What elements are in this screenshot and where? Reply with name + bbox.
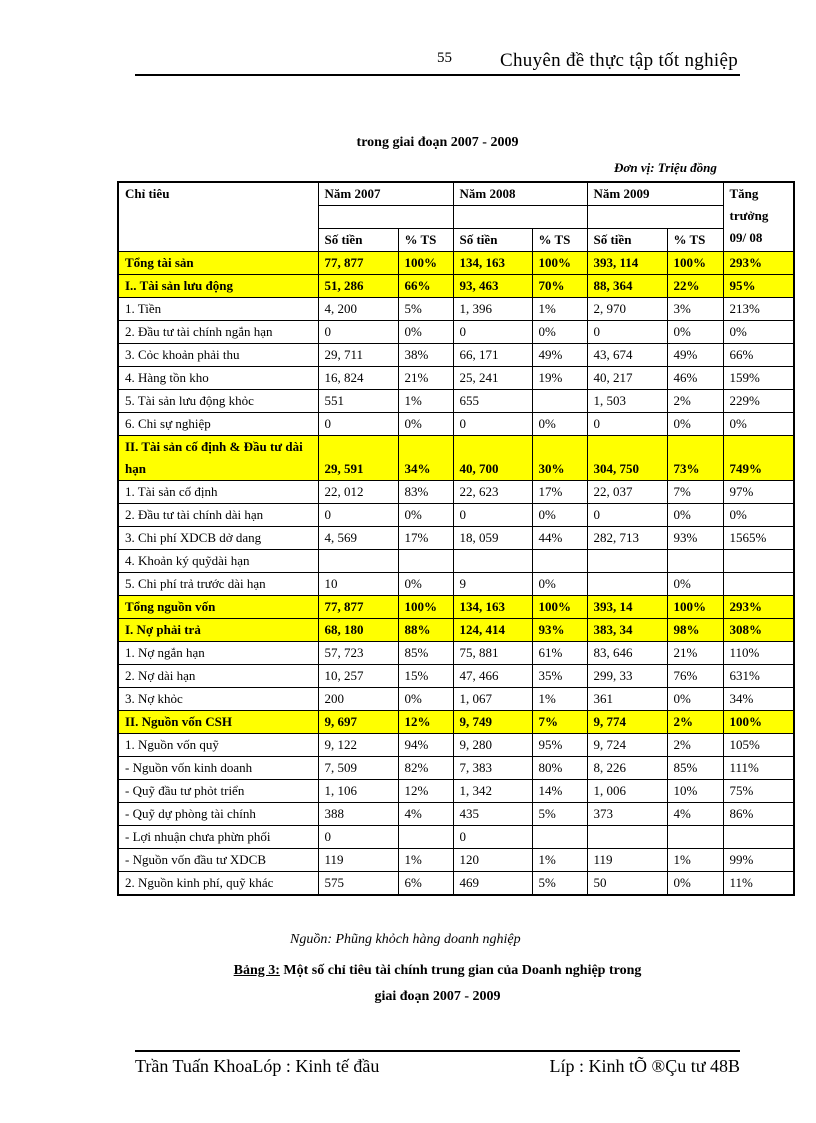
- cell-pct-2009: 0%: [667, 321, 723, 344]
- cell-amount-2008: 18, 059: [453, 527, 532, 550]
- cell-pct-2008: [532, 550, 587, 573]
- cell-amount-2007: 77, 877: [318, 252, 398, 275]
- cell-growth: [723, 573, 794, 596]
- cell-amount-2009: 22, 037: [587, 481, 667, 504]
- cell-pct-2007: 88%: [398, 619, 453, 642]
- cell-pct-2008: 44%: [532, 527, 587, 550]
- cell-pct-2009: 0%: [667, 688, 723, 711]
- table-row: [118, 436, 794, 481]
- header-year-2009: Năm 2009: [587, 182, 723, 206]
- table-row: [118, 550, 794, 573]
- cell-amount-2008: 9, 280: [453, 734, 532, 757]
- cell-amount-2009: 2, 970: [587, 298, 667, 321]
- cell-pct-2009: 73%: [667, 436, 723, 481]
- cell-amount-2007: 0: [318, 413, 398, 436]
- table-row: [118, 872, 794, 896]
- cell-amount-2009: [587, 573, 667, 596]
- cell-amount-2009: 9, 774: [587, 711, 667, 734]
- cell-amount-2008: 0: [453, 826, 532, 849]
- header-amount-2007: Số tiền: [318, 229, 398, 252]
- cell-pct-2008: 80%: [532, 757, 587, 780]
- cell-amount-2007: 10: [318, 573, 398, 596]
- cell-pct-2007: 38%: [398, 344, 453, 367]
- table-row: [118, 367, 794, 390]
- cell-pct-2009: [667, 550, 723, 573]
- caption-text: Một số chỉ tiêu tài chính trung gian của Doanh nghiệp trong: [279, 963, 642, 978]
- cell-growth: 159%: [723, 367, 794, 390]
- cell-pct-2007: 83%: [398, 481, 453, 504]
- cell-indicator: 1. Nguồn vốn quỹ: [118, 734, 318, 757]
- cell-pct-2008: 100%: [532, 252, 587, 275]
- cell-indicator: 4. Hàng tồn kho: [118, 367, 318, 390]
- cell-growth: 75%: [723, 780, 794, 803]
- header-title: Chuyên đề thực tập tốt nghiệp: [500, 50, 738, 71]
- cell-pct-2009: 2%: [667, 711, 723, 734]
- cell-indicator: Tổng tài sản: [118, 252, 318, 275]
- table-row: [118, 390, 794, 413]
- cell-pct-2007: 21%: [398, 367, 453, 390]
- cell-growth: 293%: [723, 596, 794, 619]
- cell-growth: 0%: [723, 504, 794, 527]
- cell-indicator: II. Tài sản cố định & Đầu tư dài hạn: [118, 436, 318, 481]
- cell-amount-2009: 43, 674: [587, 344, 667, 367]
- table-row: [118, 321, 794, 344]
- cell-amount-2009: 8, 226: [587, 757, 667, 780]
- cell-growth: 749%: [723, 436, 794, 481]
- cell-growth: 34%: [723, 688, 794, 711]
- cell-amount-2009: 361: [587, 688, 667, 711]
- cell-amount-2009: 88, 364: [587, 275, 667, 298]
- cell-indicator: - Lợi nhuận chưa phừn phối: [118, 826, 318, 849]
- cell-amount-2007: [318, 550, 398, 573]
- cell-pct-2007: 0%: [398, 413, 453, 436]
- cell-amount-2008: 7, 383: [453, 757, 532, 780]
- header-growth: [723, 182, 794, 252]
- cell-indicator: 5. Chi phí trả trước dài hạn: [118, 573, 318, 596]
- cell-amount-2008: 1, 396: [453, 298, 532, 321]
- cell-amount-2009: 304, 750: [587, 436, 667, 481]
- caption-label: Bảng 3:: [233, 963, 280, 978]
- cell-indicator: 3. Chi phí XDCB dở dang: [118, 527, 318, 550]
- cell-indicator: 1. Tiền: [118, 298, 318, 321]
- cell-pct-2009: [667, 826, 723, 849]
- cell-amount-2007: 200: [318, 688, 398, 711]
- cell-amount-2008: 47, 466: [453, 665, 532, 688]
- cell-amount-2009: 9, 724: [587, 734, 667, 757]
- header-pct-2007: % TS: [398, 229, 453, 252]
- cell-growth: 97%: [723, 481, 794, 504]
- header-amount-2008: Số tiền: [453, 229, 532, 252]
- cell-amount-2009: 1, 006: [587, 780, 667, 803]
- cell-pct-2008: 61%: [532, 642, 587, 665]
- cell-pct-2008: [532, 826, 587, 849]
- cell-pct-2007: 82%: [398, 757, 453, 780]
- cell-pct-2007: 85%: [398, 642, 453, 665]
- cell-pct-2007: 34%: [398, 436, 453, 481]
- cell-pct-2007: 66%: [398, 275, 453, 298]
- cell-growth: 11%: [723, 872, 794, 896]
- cell-pct-2008: 70%: [532, 275, 587, 298]
- cell-indicator: 1. Tài sản cố định: [118, 481, 318, 504]
- cell-pct-2007: 1%: [398, 390, 453, 413]
- cell-pct-2008: 0%: [532, 573, 587, 596]
- cell-pct-2008: 0%: [532, 321, 587, 344]
- table-row: [118, 711, 794, 734]
- cell-pct-2009: 2%: [667, 734, 723, 757]
- cell-pct-2007: 0%: [398, 573, 453, 596]
- cell-pct-2007: 15%: [398, 665, 453, 688]
- cell-pct-2008: 49%: [532, 344, 587, 367]
- page-header: [135, 48, 740, 76]
- cell-amount-2007: 51, 286: [318, 275, 398, 298]
- financial-table: [117, 181, 795, 896]
- cell-amount-2007: 388: [318, 803, 398, 826]
- cell-indicator: 6. Chi sự nghiệp: [118, 413, 318, 436]
- cell-amount-2008: 0: [453, 413, 532, 436]
- table-row: [118, 298, 794, 321]
- cell-amount-2007: 7, 509: [318, 757, 398, 780]
- cell-growth: 0%: [723, 321, 794, 344]
- table-row: [118, 344, 794, 367]
- cell-pct-2007: 12%: [398, 780, 453, 803]
- cell-amount-2008: 1, 342: [453, 780, 532, 803]
- cell-indicator: - Nguồn vốn đầu tư XDCB: [118, 849, 318, 872]
- cell-pct-2008: 30%: [532, 436, 587, 481]
- cell-pct-2007: 1%: [398, 849, 453, 872]
- cell-amount-2007: 10, 257: [318, 665, 398, 688]
- header-year-2007: Năm 2007: [318, 182, 453, 206]
- cell-amount-2008: 134, 163: [453, 252, 532, 275]
- cell-indicator: 2. Đầu tư tài chính ngắn hạn: [118, 321, 318, 344]
- header-growth-line2: trưởng: [729, 208, 769, 223]
- cell-growth: 66%: [723, 344, 794, 367]
- table-row: [118, 619, 794, 642]
- cell-amount-2008: 75, 881: [453, 642, 532, 665]
- cell-pct-2007: [398, 826, 453, 849]
- cell-pct-2008: 1%: [532, 298, 587, 321]
- cell-amount-2008: [453, 550, 532, 573]
- footer-right: Líp : Kinh tÕ ®Çu tư 48B: [549, 1056, 740, 1076]
- header-pct-2009: % TS: [667, 229, 723, 252]
- cell-amount-2009: 282, 713: [587, 527, 667, 550]
- cell-indicator: 2. Nguồn kinh phí, quỹ khác: [118, 872, 318, 896]
- cell-growth: 213%: [723, 298, 794, 321]
- cell-amount-2007: 68, 180: [318, 619, 398, 642]
- cell-pct-2009: 100%: [667, 252, 723, 275]
- cell-pct-2009: 22%: [667, 275, 723, 298]
- cell-pct-2008: 7%: [532, 711, 587, 734]
- cell-pct-2008: 14%: [532, 780, 587, 803]
- cell-amount-2007: 77, 877: [318, 596, 398, 619]
- cell-growth: 0%: [723, 413, 794, 436]
- cell-growth: 100%: [723, 711, 794, 734]
- cell-amount-2009: 83, 646: [587, 642, 667, 665]
- cell-pct-2009: 0%: [667, 413, 723, 436]
- cell-amount-2007: 4, 569: [318, 527, 398, 550]
- cell-amount-2008: 40, 700: [453, 436, 532, 481]
- cell-indicator: 1. Nợ ngắn hạn: [118, 642, 318, 665]
- cell-growth: [723, 826, 794, 849]
- cell-pct-2009: 46%: [667, 367, 723, 390]
- cell-amount-2009: 299, 33: [587, 665, 667, 688]
- cell-indicator: 5. Tài sản lưu động khỏc: [118, 390, 318, 413]
- cell-amount-2007: 1, 106: [318, 780, 398, 803]
- cell-amount-2007: 57, 723: [318, 642, 398, 665]
- cell-growth: 1565%: [723, 527, 794, 550]
- top-caption: trong giai đoạn 2007 - 2009: [356, 135, 519, 150]
- cell-indicator: II. Nguồn vốn CSH: [118, 711, 318, 734]
- cell-amount-2008: 66, 171: [453, 344, 532, 367]
- cell-amount-2009: [587, 826, 667, 849]
- cell-amount-2009: 373: [587, 803, 667, 826]
- cell-pct-2008: 17%: [532, 481, 587, 504]
- cell-pct-2008: 5%: [532, 872, 587, 896]
- table-row: [118, 849, 794, 872]
- header-year-2008: Năm 2008: [453, 182, 587, 206]
- cell-amount-2007: 9, 697: [318, 711, 398, 734]
- cell-amount-2008: 120: [453, 849, 532, 872]
- cell-pct-2008: 93%: [532, 619, 587, 642]
- cell-growth: 308%: [723, 619, 794, 642]
- cell-amount-2009: 0: [587, 413, 667, 436]
- cell-amount-2008: 1, 067: [453, 688, 532, 711]
- cell-pct-2009: 0%: [667, 573, 723, 596]
- cell-pct-2009: 0%: [667, 504, 723, 527]
- cell-pct-2009: 76%: [667, 665, 723, 688]
- cell-amount-2008: 9: [453, 573, 532, 596]
- cell-amount-2007: 16, 824: [318, 367, 398, 390]
- header-indicator: Chỉ tiêu: [118, 182, 318, 252]
- cell-amount-2009: 40, 217: [587, 367, 667, 390]
- cell-amount-2007: 575: [318, 872, 398, 896]
- cell-amount-2007: 0: [318, 826, 398, 849]
- cell-amount-2009: 50: [587, 872, 667, 896]
- cell-growth: 229%: [723, 390, 794, 413]
- cell-growth: 86%: [723, 803, 794, 826]
- cell-pct-2009: 7%: [667, 481, 723, 504]
- cell-pct-2009: 0%: [667, 872, 723, 896]
- table-row: [118, 826, 794, 849]
- unit-label: Đơn vị: Triệu đồng: [614, 160, 717, 175]
- table-row: [118, 481, 794, 504]
- header-growth-line3: 09/ 08: [729, 230, 763, 245]
- cell-pct-2008: 0%: [532, 413, 587, 436]
- cell-growth: 631%: [723, 665, 794, 688]
- table-row: [118, 252, 794, 275]
- cell-indicator: 2. Nợ dài hạn: [118, 665, 318, 688]
- cell-amount-2008: 93, 463: [453, 275, 532, 298]
- cell-pct-2008: 1%: [532, 688, 587, 711]
- cell-amount-2007: 29, 711: [318, 344, 398, 367]
- cell-indicator: 4. Khoản ký quỹdài hạn: [118, 550, 318, 573]
- cell-amount-2008: 124, 414: [453, 619, 532, 642]
- cell-amount-2009: 119: [587, 849, 667, 872]
- cell-pct-2009: 49%: [667, 344, 723, 367]
- table-row: [118, 413, 794, 436]
- cell-growth: 95%: [723, 275, 794, 298]
- footer-left: Trần Tuấn KhoaLóp : Kinh tế đầu: [135, 1056, 380, 1076]
- cell-indicator: 3. Nợ khỏc: [118, 688, 318, 711]
- cell-pct-2009: 2%: [667, 390, 723, 413]
- table-row: [118, 780, 794, 803]
- cell-pct-2009: 3%: [667, 298, 723, 321]
- cell-pct-2008: [532, 390, 587, 413]
- cell-amount-2009: 0: [587, 321, 667, 344]
- cell-amount-2009: 393, 14: [587, 596, 667, 619]
- cell-pct-2007: 0%: [398, 321, 453, 344]
- cell-amount-2008: 22, 623: [453, 481, 532, 504]
- cell-amount-2008: 0: [453, 321, 532, 344]
- cell-pct-2009: 1%: [667, 849, 723, 872]
- cell-indicator: - Quỹ đầu tư phỏt triển: [118, 780, 318, 803]
- cell-pct-2008: 19%: [532, 367, 587, 390]
- cell-pct-2007: 6%: [398, 872, 453, 896]
- header-row-years: [118, 182, 794, 206]
- cell-amount-2007: 4, 200: [318, 298, 398, 321]
- cell-amount-2008: 9, 749: [453, 711, 532, 734]
- cell-pct-2007: 94%: [398, 734, 453, 757]
- cell-pct-2008: 5%: [532, 803, 587, 826]
- table-row: [118, 734, 794, 757]
- table-row: [118, 688, 794, 711]
- cell-pct-2008: 35%: [532, 665, 587, 688]
- cell-amount-2008: 655: [453, 390, 532, 413]
- cell-pct-2009: 21%: [667, 642, 723, 665]
- cell-amount-2007: 119: [318, 849, 398, 872]
- cell-growth: [723, 550, 794, 573]
- cell-amount-2009: [587, 550, 667, 573]
- cell-pct-2008: 95%: [532, 734, 587, 757]
- cell-pct-2007: 0%: [398, 688, 453, 711]
- cell-pct-2007: 17%: [398, 527, 453, 550]
- cell-pct-2007: 4%: [398, 803, 453, 826]
- cell-pct-2008: 0%: [532, 504, 587, 527]
- table-row: [118, 665, 794, 688]
- cell-pct-2009: 85%: [667, 757, 723, 780]
- cell-amount-2009: 0: [587, 504, 667, 527]
- cell-growth: 99%: [723, 849, 794, 872]
- cell-growth: 293%: [723, 252, 794, 275]
- cell-amount-2009: 1, 503: [587, 390, 667, 413]
- table-caption: [0, 958, 816, 1010]
- page-footer: [135, 1050, 740, 1076]
- caption-line2: giai đoạn 2007 - 2009: [374, 989, 501, 1004]
- cell-indicator: 3. Cỏc khoản phải thu: [118, 344, 318, 367]
- cell-pct-2007: 12%: [398, 711, 453, 734]
- cell-amount-2008: 435: [453, 803, 532, 826]
- table-row: [118, 803, 794, 826]
- table-row: [118, 573, 794, 596]
- cell-pct-2007: 100%: [398, 252, 453, 275]
- cell-amount-2007: 551: [318, 390, 398, 413]
- cell-pct-2009: 10%: [667, 780, 723, 803]
- cell-amount-2007: 0: [318, 321, 398, 344]
- source-note: Nguồn: Phũng khỏch hàng doanh nghiệp: [290, 932, 521, 947]
- table-row: [118, 642, 794, 665]
- cell-amount-2008: 0: [453, 504, 532, 527]
- cell-amount-2009: 383, 34: [587, 619, 667, 642]
- table-row: [118, 275, 794, 298]
- cell-pct-2009: 100%: [667, 596, 723, 619]
- header-pct-2008: % TS: [532, 229, 587, 252]
- cell-pct-2008: 100%: [532, 596, 587, 619]
- cell-indicator: - Quỹ dự phòng tài chính: [118, 803, 318, 826]
- cell-indicator: I. Nợ phải trả: [118, 619, 318, 642]
- cell-pct-2009: 4%: [667, 803, 723, 826]
- cell-pct-2009: 93%: [667, 527, 723, 550]
- cell-amount-2007: 29, 591: [318, 436, 398, 481]
- cell-indicator: - Nguồn vốn kinh doanh: [118, 757, 318, 780]
- cell-amount-2007: 22, 012: [318, 481, 398, 504]
- cell-growth: 105%: [723, 734, 794, 757]
- table-row: [118, 757, 794, 780]
- cell-pct-2007: 5%: [398, 298, 453, 321]
- cell-amount-2009: 393, 114: [587, 252, 667, 275]
- cell-pct-2007: [398, 550, 453, 573]
- table-row: [118, 504, 794, 527]
- cell-pct-2009: 98%: [667, 619, 723, 642]
- table-row: [118, 596, 794, 619]
- cell-amount-2008: 469: [453, 872, 532, 896]
- cell-indicator: I.. Tài sản lưu động: [118, 275, 318, 298]
- cell-growth: 110%: [723, 642, 794, 665]
- header-amount-2009: Số tiền: [587, 229, 667, 252]
- table-row: [118, 527, 794, 550]
- cell-amount-2008: 25, 241: [453, 367, 532, 390]
- cell-pct-2007: 100%: [398, 596, 453, 619]
- cell-pct-2007: 0%: [398, 504, 453, 527]
- cell-indicator: 2. Đầu tư tài chính dài hạn: [118, 504, 318, 527]
- cell-amount-2007: 0: [318, 504, 398, 527]
- cell-growth: 111%: [723, 757, 794, 780]
- header-growth-line1: Tăng: [729, 186, 759, 201]
- cell-amount-2008: 134, 163: [453, 596, 532, 619]
- page-number: 55: [437, 50, 452, 66]
- cell-pct-2008: 1%: [532, 849, 587, 872]
- cell-amount-2007: 9, 122: [318, 734, 398, 757]
- cell-indicator: Tổng nguồn vốn: [118, 596, 318, 619]
